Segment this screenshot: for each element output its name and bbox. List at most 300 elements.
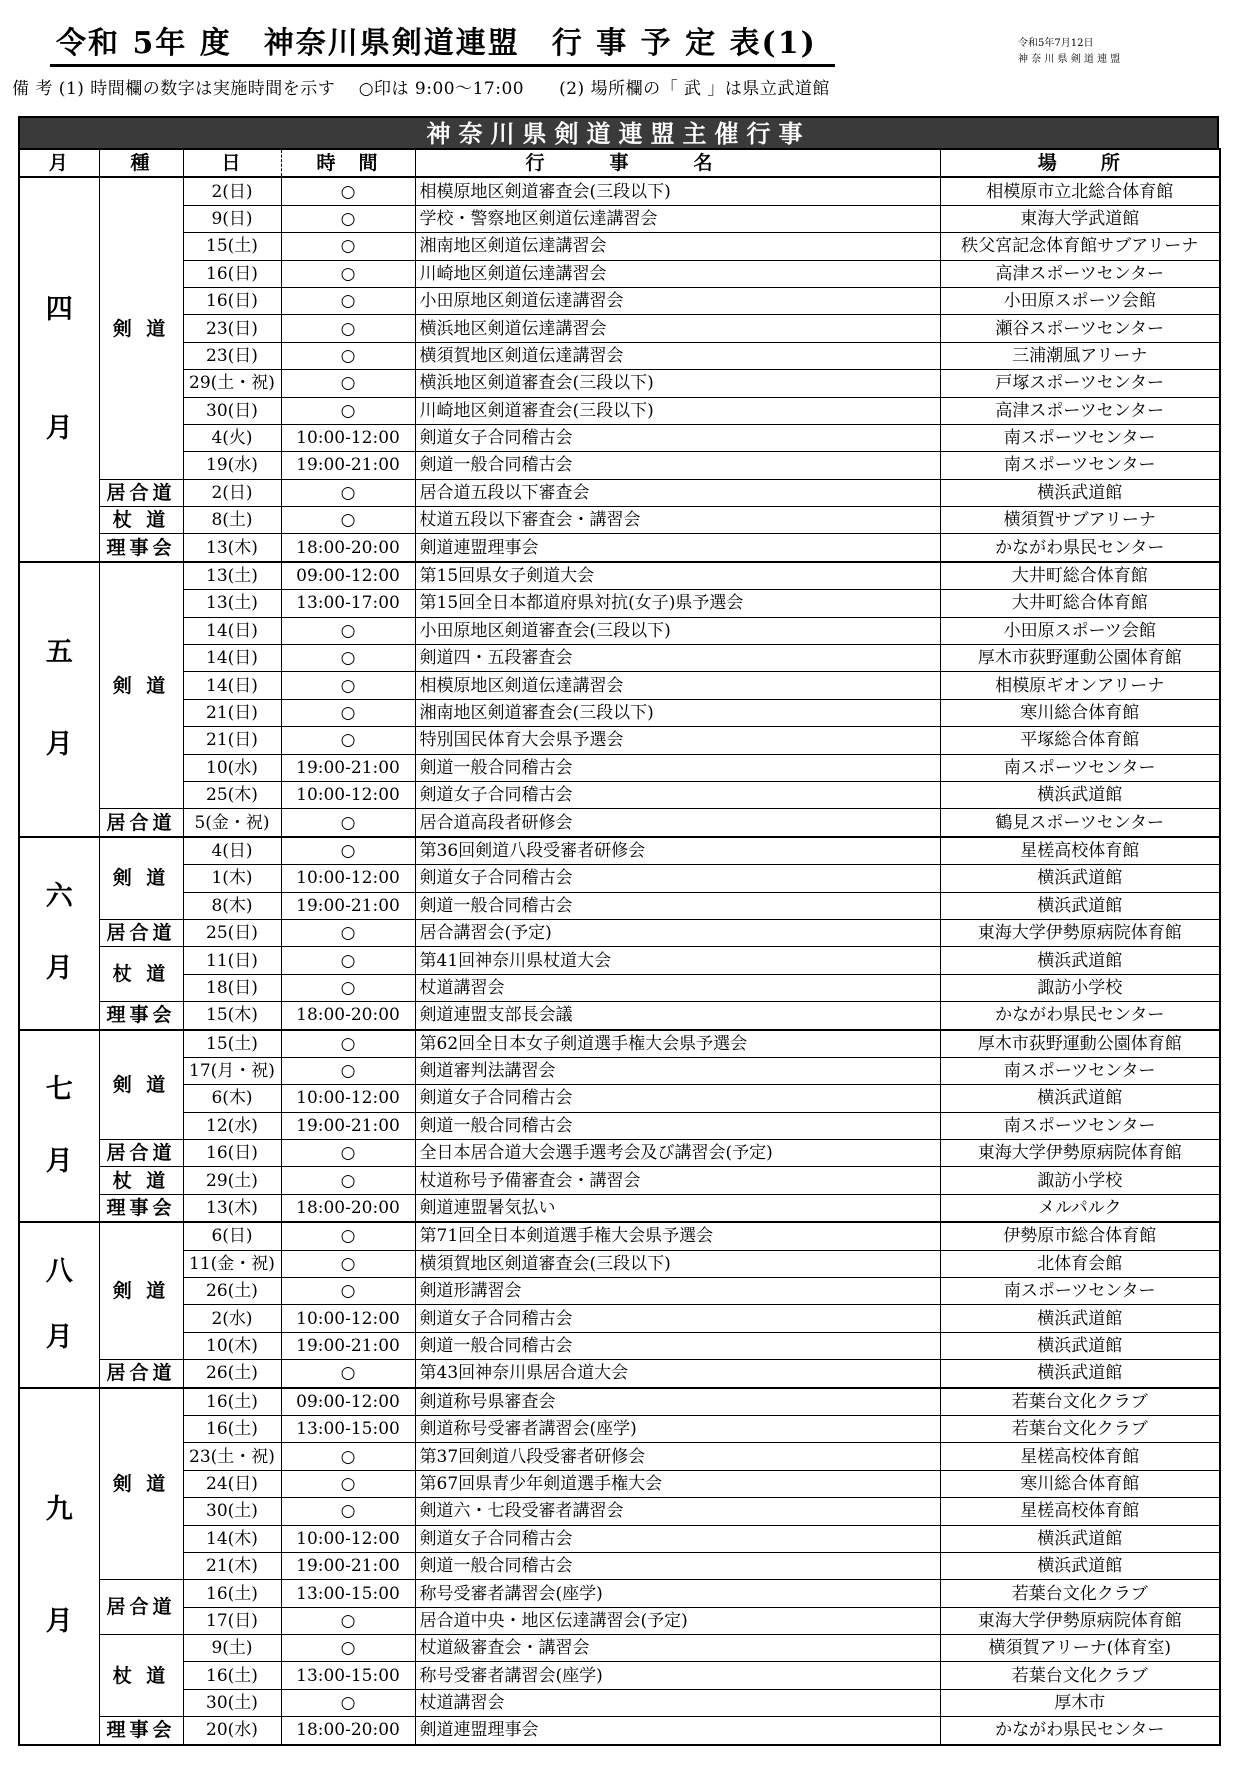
category-label: 理事会: [99, 1194, 183, 1222]
event-date: 29(土・祝): [183, 370, 281, 397]
header-month: 月: [19, 149, 99, 177]
event-date: 30(日): [183, 397, 281, 424]
event-date: 26(土): [183, 1278, 281, 1305]
event-place: かながわ県民センター: [940, 1717, 1220, 1745]
event-time: 13:00-15:00: [281, 1662, 415, 1689]
event-place: 横浜武道館: [940, 1332, 1220, 1359]
event-time: ○: [281, 315, 415, 342]
category-label: 居合道: [99, 1580, 183, 1635]
event-place: 小田原スポーツ会館: [940, 287, 1220, 314]
event-place: 鶴見スポーツセンター: [940, 809, 1220, 837]
event-time: 18:00-20:00: [281, 1194, 415, 1222]
event-time: 18:00-20:00: [281, 534, 415, 562]
event-time: ○: [281, 507, 415, 534]
table-row: [19, 370, 1220, 397]
event-place: 東海大学伊勢原病院体育館: [940, 1140, 1220, 1167]
table-row: [19, 754, 1220, 781]
event-name: 横須賀地区剣道審査会(三段以下): [415, 1250, 940, 1277]
event-time: ○: [281, 1498, 415, 1525]
event-place: 相模原ギオンアリーナ: [940, 672, 1220, 699]
event-name: 杖道五段以下審査会・講習会: [415, 507, 940, 534]
event-name: 全日本居合道大会選手選考会及び講習会(予定): [415, 1140, 940, 1167]
event-time: ○: [281, 1167, 415, 1194]
event-date: 4(火): [183, 424, 281, 451]
event-time: 19:00-21:00: [281, 1552, 415, 1579]
event-name: 剣道女子合同稽古会: [415, 424, 940, 451]
event-date: 10(水): [183, 754, 281, 781]
event-name: 杖道講習会: [415, 1689, 940, 1716]
event-place: 寒川総合体育館: [940, 1470, 1220, 1497]
category-label: 居合道: [99, 1360, 183, 1388]
table-row: [19, 1112, 1220, 1139]
table-row: [19, 452, 1220, 479]
header-place: 場 所: [940, 149, 1220, 177]
event-time: ○: [281, 1250, 415, 1277]
event-name: 剣道一般合同稽古会: [415, 1112, 940, 1139]
schedule-body: [19, 177, 1220, 1744]
table-row: [19, 1552, 1220, 1579]
event-name: 剣道審判法講習会: [415, 1057, 940, 1084]
table-row: [19, 947, 1220, 974]
event-place: 横須賀サブアリーナ: [940, 507, 1220, 534]
event-date: 23(土・祝): [183, 1443, 281, 1470]
event-place: 星槎高校体育館: [940, 1443, 1220, 1470]
event-date: 30(土): [183, 1498, 281, 1525]
event-place: 横浜武道館: [940, 1552, 1220, 1579]
event-name: 剣道女子合同稽古会: [415, 1085, 940, 1112]
table-row: [19, 1662, 1220, 1689]
event-time: 10:00-12:00: [281, 1085, 415, 1112]
table-header-row: [19, 149, 1220, 177]
event-date: 23(日): [183, 315, 281, 342]
table-row: [19, 1607, 1220, 1634]
event-date: 8(木): [183, 892, 281, 919]
event-place: 東海大学武道館: [940, 205, 1220, 232]
event-place: 北体育会館: [940, 1250, 1220, 1277]
month-label: 四 月: [19, 177, 99, 561]
event-name: 剣道一般合同稽古会: [415, 1552, 940, 1579]
category-label: 杖 道: [99, 947, 183, 1002]
event-name: 剣道女子合同稽古会: [415, 865, 940, 892]
event-time: 13:00-15:00: [281, 1580, 415, 1607]
event-name: 湘南地区剣道伝達講習会: [415, 233, 940, 260]
category-label: 居合道: [99, 1140, 183, 1167]
header-category: 種: [99, 149, 183, 177]
month-label: 六 月: [19, 837, 99, 1030]
event-date: 16(土): [183, 1580, 281, 1607]
event-date: 29(土): [183, 1167, 281, 1194]
table-row: [19, 424, 1220, 451]
table-row: [19, 672, 1220, 699]
event-date: 16(土): [183, 1415, 281, 1442]
category-label: 理事会: [99, 534, 183, 562]
event-place: 諏訪小学校: [940, 1167, 1220, 1194]
category-label: 剣 道: [99, 837, 183, 920]
event-time: ○: [281, 1278, 415, 1305]
table-row: [19, 1525, 1220, 1552]
event-place: 横浜武道館: [940, 479, 1220, 506]
event-date: 16(土): [183, 1662, 281, 1689]
event-time: 19:00-21:00: [281, 1332, 415, 1359]
event-time: ○: [281, 233, 415, 260]
table-row: [19, 177, 1220, 205]
event-place: かながわ県民センター: [940, 1002, 1220, 1030]
event-place: 若葉台文化クラブ: [940, 1662, 1220, 1689]
category-label: 剣 道: [99, 1030, 183, 1140]
event-place: 厚木市: [940, 1689, 1220, 1716]
table-row: [19, 892, 1220, 919]
event-name: 居合道高段者研修会: [415, 809, 940, 837]
table-row: [19, 1580, 1220, 1607]
table-row: [19, 233, 1220, 260]
event-place: 南スポーツセンター: [940, 424, 1220, 451]
table-row: [19, 1470, 1220, 1497]
category-label: 杖 道: [99, 1635, 183, 1717]
table-row: [19, 1635, 1220, 1662]
event-place: 南スポーツセンター: [940, 754, 1220, 781]
event-time: 19:00-21:00: [281, 1112, 415, 1139]
event-place: 若葉台文化クラブ: [940, 1580, 1220, 1607]
event-name: 学校・警察地区剣道伝達講習会: [415, 205, 940, 232]
event-name: 横須賀地区剣道伝達講習会: [415, 342, 940, 369]
event-place: かながわ県民センター: [940, 534, 1220, 562]
issue-info: [1018, 36, 1120, 68]
event-time: ○: [281, 287, 415, 314]
event-date: 14(日): [183, 672, 281, 699]
event-date: 26(土): [183, 1360, 281, 1388]
event-place: 平塚総合体育館: [940, 727, 1220, 754]
event-place: 横浜武道館: [940, 865, 1220, 892]
event-place: 高津スポーツセンター: [940, 397, 1220, 424]
event-place: 星槎高校体育館: [940, 1498, 1220, 1525]
event-place: 大井町総合体育館: [940, 562, 1220, 590]
event-date: 11(金・祝): [183, 1250, 281, 1277]
event-time: 10:00-12:00: [281, 865, 415, 892]
table-row: [19, 1332, 1220, 1359]
table-row: [19, 1415, 1220, 1442]
event-time: ○: [281, 1635, 415, 1662]
event-date: 2(日): [183, 479, 281, 506]
table-row: [19, 1717, 1220, 1745]
event-time: ○: [281, 919, 415, 946]
event-time: ○: [281, 397, 415, 424]
event-name: 剣道一般合同稽古会: [415, 1332, 940, 1359]
month-label: 九 月: [19, 1388, 99, 1745]
table-row: [19, 507, 1220, 534]
table-row: [19, 205, 1220, 232]
table-row: [19, 1250, 1220, 1277]
header-event: 行 事 名: [415, 149, 940, 177]
table-row: [19, 590, 1220, 617]
event-date: 21(日): [183, 727, 281, 754]
event-date: 9(日): [183, 205, 281, 232]
table-row: [19, 1030, 1220, 1058]
event-time: ○: [281, 699, 415, 726]
event-place: 横浜武道館: [940, 781, 1220, 808]
event-name: 剣道形講習会: [415, 1278, 940, 1305]
event-name: 第67回県青少年剣道選手権大会: [415, 1470, 940, 1497]
event-date: 21(日): [183, 699, 281, 726]
event-name: 剣道女子合同稽古会: [415, 781, 940, 808]
event-time: ○: [281, 260, 415, 287]
event-place: 高津スポーツセンター: [940, 260, 1220, 287]
table-row: [19, 287, 1220, 314]
event-time: 13:00-15:00: [281, 1415, 415, 1442]
event-time: ○: [281, 1030, 415, 1058]
event-date: 25(木): [183, 781, 281, 808]
event-date: 6(木): [183, 1085, 281, 1112]
event-date: 6(日): [183, 1222, 281, 1250]
table-row: [19, 1443, 1220, 1470]
event-place: 寒川総合体育館: [940, 699, 1220, 726]
event-place: 秩父宮記念体育館サブアリーナ: [940, 233, 1220, 260]
event-date: 2(日): [183, 177, 281, 205]
event-date: 13(木): [183, 534, 281, 562]
event-date: 10(木): [183, 1332, 281, 1359]
event-time: ○: [281, 809, 415, 837]
event-time: 18:00-20:00: [281, 1002, 415, 1030]
table-row: [19, 260, 1220, 287]
event-name: 居合講習会(予定): [415, 919, 940, 946]
table-row: [19, 1057, 1220, 1084]
event-name: 居合道五段以下審査会: [415, 479, 940, 506]
table-row: [19, 562, 1220, 590]
event-time: ○: [281, 1689, 415, 1716]
issued-date: 令和5年7月12日: [1018, 38, 1094, 49]
event-name: 剣道六・七段受審者講習会: [415, 1498, 940, 1525]
table-row: [19, 809, 1220, 837]
event-date: 14(日): [183, 617, 281, 644]
event-place: 諏訪小学校: [940, 974, 1220, 1001]
table-row: [19, 645, 1220, 672]
event-date: 9(土): [183, 1635, 281, 1662]
category-label: 剣 道: [99, 1222, 183, 1359]
event-date: 16(日): [183, 260, 281, 287]
event-name: 小田原地区剣道審査会(三段以下): [415, 617, 940, 644]
event-place: 伊勢原市総合体育館: [940, 1222, 1220, 1250]
event-time: ○: [281, 947, 415, 974]
category-label: 剣 道: [99, 1388, 183, 1580]
category-label: 居合道: [99, 479, 183, 506]
table-row: [19, 919, 1220, 946]
event-time: ○: [281, 645, 415, 672]
event-time: 19:00-21:00: [281, 452, 415, 479]
event-name: 相模原地区剣道審査会(三段以下): [415, 177, 940, 205]
table-row: [19, 1498, 1220, 1525]
event-name: 特別国民体育大会県予選会: [415, 727, 940, 754]
event-time: 18:00-20:00: [281, 1717, 415, 1745]
event-place: 横浜武道館: [940, 1525, 1220, 1552]
event-name: 杖道級審査会・講習会: [415, 1635, 940, 1662]
event-place: 横浜武道館: [940, 1305, 1220, 1332]
event-place: 相模原市立北総合体育館: [940, 177, 1220, 205]
event-name: 剣道連盟理事会: [415, 534, 940, 562]
event-time: ○: [281, 1222, 415, 1250]
event-time: ○: [281, 974, 415, 1001]
event-time: 09:00-12:00: [281, 1388, 415, 1416]
event-place: 南スポーツセンター: [940, 452, 1220, 479]
schedule-table: [18, 148, 1221, 1746]
event-date: 21(木): [183, 1552, 281, 1579]
event-place: 三浦潮風アリーナ: [940, 342, 1220, 369]
table-row: [19, 1002, 1220, 1030]
event-time: ○: [281, 177, 415, 205]
event-date: 23(日): [183, 342, 281, 369]
event-time: ○: [281, 370, 415, 397]
table-row: [19, 534, 1220, 562]
event-name: 横浜地区剣道審査会(三段以下): [415, 370, 940, 397]
table-row: [19, 1360, 1220, 1388]
event-name: 剣道称号受審者講習会(座学): [415, 1415, 940, 1442]
event-date: 15(土): [183, 1030, 281, 1058]
event-time: 13:00-17:00: [281, 590, 415, 617]
category-label: 剣 道: [99, 562, 183, 809]
issued-by: 神 奈 川 県 剣 道 連 盟: [1018, 54, 1121, 65]
event-name: 剣道四・五段審査会: [415, 645, 940, 672]
event-place: 厚木市荻野運動公園体育館: [940, 1030, 1220, 1058]
table-row: [19, 479, 1220, 506]
event-time: ○: [281, 727, 415, 754]
event-time: 09:00-12:00: [281, 562, 415, 590]
category-label: 杖 道: [99, 1167, 183, 1194]
event-time: 10:00-12:00: [281, 781, 415, 808]
event-name: 杖道称号予備審査会・講習会: [415, 1167, 940, 1194]
event-time: ○: [281, 1470, 415, 1497]
event-date: 1(木): [183, 865, 281, 892]
table-row: [19, 342, 1220, 369]
event-name: 剣道連盟支部長会議: [415, 1002, 940, 1030]
event-place: 横須賀アリーナ(体育室): [940, 1635, 1220, 1662]
table-row: [19, 865, 1220, 892]
event-date: 16(日): [183, 1140, 281, 1167]
event-name: 第15回全日本都道府県対抗(女子)県予選会: [415, 590, 940, 617]
event-date: 15(木): [183, 1002, 281, 1030]
event-date: 13(土): [183, 562, 281, 590]
event-name: 杖道講習会: [415, 974, 940, 1001]
table-banner: 神奈川県剣道連盟主催行事: [18, 116, 1219, 148]
table-row: [19, 397, 1220, 424]
table-row: [19, 781, 1220, 808]
event-name: 称号受審者講習会(座学): [415, 1580, 940, 1607]
event-name: 剣道女子合同稽古会: [415, 1525, 940, 1552]
table-row: [19, 1278, 1220, 1305]
event-time: ○: [281, 1443, 415, 1470]
page-title: 令和 5年 度 神奈川県剣道連盟 行 事 予 定 表(1): [50, 18, 835, 67]
event-date: 24(日): [183, 1470, 281, 1497]
table-row: [19, 617, 1220, 644]
event-place: メルパルク: [940, 1194, 1220, 1222]
table-row: [19, 974, 1220, 1001]
event-time: ○: [281, 617, 415, 644]
event-time: 10:00-12:00: [281, 424, 415, 451]
event-time: 19:00-21:00: [281, 892, 415, 919]
event-date: 11(日): [183, 947, 281, 974]
event-place: 横浜武道館: [940, 947, 1220, 974]
event-date: 16(日): [183, 287, 281, 314]
event-name: 川崎地区剣道伝達講習会: [415, 260, 940, 287]
event-time: ○: [281, 1360, 415, 1388]
event-date: 13(土): [183, 590, 281, 617]
event-date: 14(木): [183, 1525, 281, 1552]
event-place: 若葉台文化クラブ: [940, 1388, 1220, 1416]
event-place: 東海大学伊勢原病院体育館: [940, 1607, 1220, 1634]
event-place: 星槎高校体育館: [940, 837, 1220, 865]
event-time: ○: [281, 479, 415, 506]
event-name: 第36回剣道八段受審者研修会: [415, 837, 940, 865]
category-label: 理事会: [99, 1002, 183, 1030]
event-time: 10:00-12:00: [281, 1525, 415, 1552]
event-name: 第15回県女子剣道大会: [415, 562, 940, 590]
event-date: 16(土): [183, 1388, 281, 1416]
event-place: 瀬谷スポーツセンター: [940, 315, 1220, 342]
event-name: 相模原地区剣道伝達講習会: [415, 672, 940, 699]
event-place: 南スポーツセンター: [940, 1278, 1220, 1305]
event-name: 小田原地区剣道伝達講習会: [415, 287, 940, 314]
event-place: 南スポーツセンター: [940, 1057, 1220, 1084]
event-name: 川崎地区剣道審査会(三段以下): [415, 397, 940, 424]
event-place: 南スポーツセンター: [940, 1112, 1220, 1139]
event-name: 剣道女子合同稽古会: [415, 1305, 940, 1332]
event-date: 20(水): [183, 1717, 281, 1745]
event-name: 称号受審者講習会(座学): [415, 1662, 940, 1689]
table-row: [19, 1222, 1220, 1250]
event-place: 横浜武道館: [940, 1360, 1220, 1388]
event-place: 横浜武道館: [940, 892, 1220, 919]
event-time: ○: [281, 1057, 415, 1084]
event-place: 大井町総合体育館: [940, 590, 1220, 617]
category-label: 剣 道: [99, 177, 183, 479]
table-row: [19, 1167, 1220, 1194]
event-time: ○: [281, 1140, 415, 1167]
table-row: [19, 727, 1220, 754]
event-time: ○: [281, 1607, 415, 1634]
event-date: 17(月・祝): [183, 1057, 281, 1084]
event-name: 第41回神奈川県杖道大会: [415, 947, 940, 974]
category-label: 杖 道: [99, 507, 183, 534]
event-name: 剣道一般合同稽古会: [415, 892, 940, 919]
category-label: 居合道: [99, 919, 183, 946]
category-label: 居合道: [99, 809, 183, 837]
event-place: 横浜武道館: [940, 1085, 1220, 1112]
event-date: 14(日): [183, 645, 281, 672]
header-date: 日: [183, 149, 281, 177]
category-label: 理事会: [99, 1717, 183, 1745]
event-date: 15(土): [183, 233, 281, 260]
event-name: 剣道一般合同稽古会: [415, 754, 940, 781]
event-date: 30(土): [183, 1689, 281, 1716]
event-date: 13(木): [183, 1194, 281, 1222]
event-time: ○: [281, 342, 415, 369]
event-date: 18(日): [183, 974, 281, 1001]
event-name: 剣道一般合同稽古会: [415, 452, 940, 479]
table-row: [19, 1388, 1220, 1416]
event-name: 湘南地区剣道審査会(三段以下): [415, 699, 940, 726]
event-name: 横浜地区剣道伝達講習会: [415, 315, 940, 342]
event-date: 17(日): [183, 1607, 281, 1634]
table-row: [19, 1085, 1220, 1112]
event-name: 第71回全日本剣道選手権大会県予選会: [415, 1222, 940, 1250]
table-row: [19, 315, 1220, 342]
event-name: 第37回剣道八段受審者研修会: [415, 1443, 940, 1470]
table-row: [19, 1689, 1220, 1716]
event-date: 5(金・祝): [183, 809, 281, 837]
month-label: 八 月: [19, 1222, 99, 1387]
event-date: 4(日): [183, 837, 281, 865]
table-row: [19, 1305, 1220, 1332]
event-time: ○: [281, 837, 415, 865]
event-time: 19:00-21:00: [281, 754, 415, 781]
event-name: 第62回全日本女子剣道選手権大会県予選会: [415, 1030, 940, 1058]
